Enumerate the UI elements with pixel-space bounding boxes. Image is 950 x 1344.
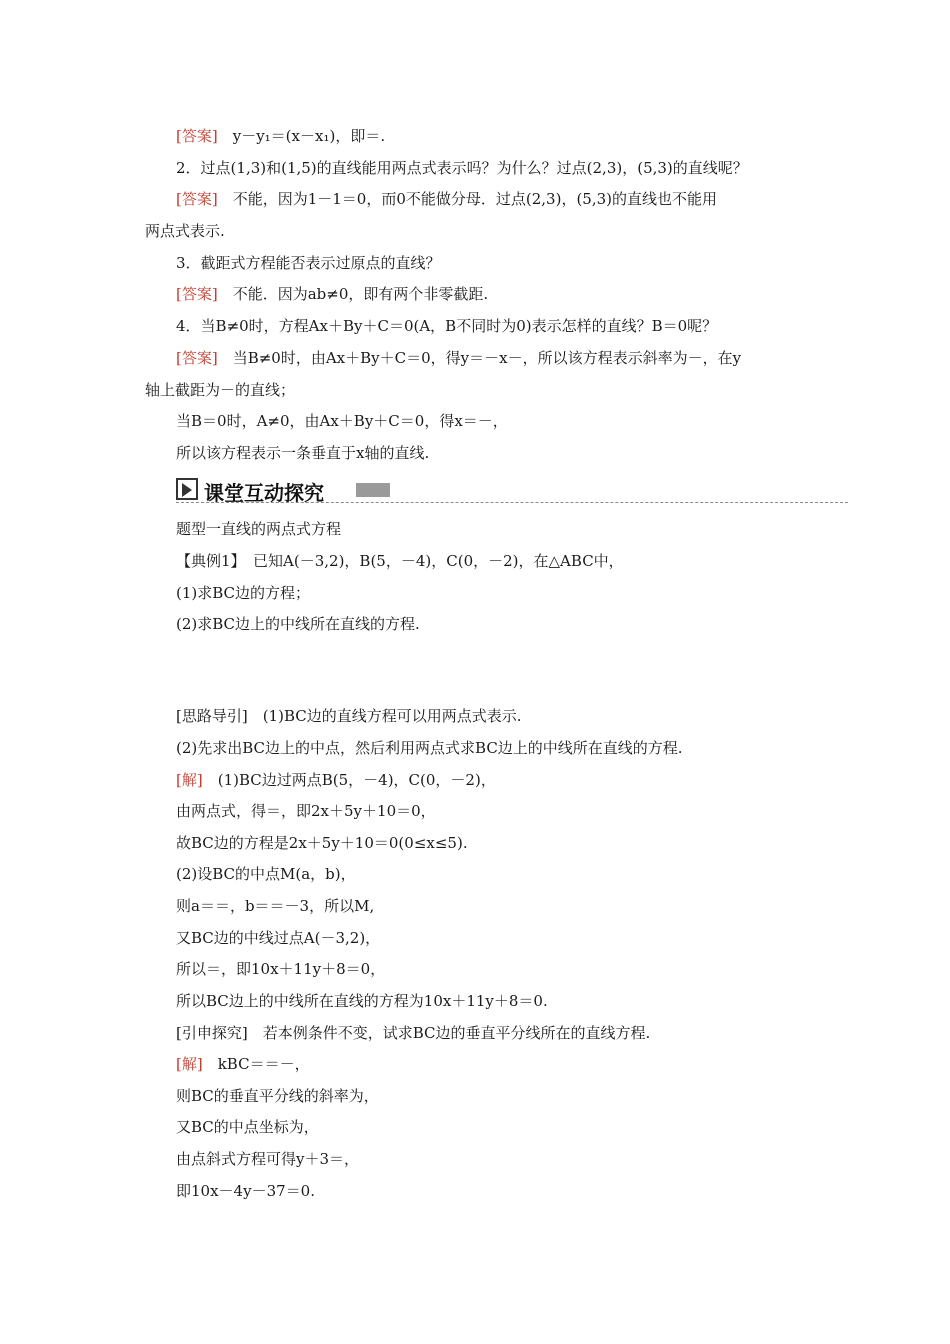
answer-line-5 [176,411,508,431]
hint-text: (2)先求出BC边上的中点，然后利用两点式求BC边上的中线所在直线的方程. [176,739,683,757]
play-arrow-icon [176,478,198,500]
solution-text: kBC＝＝－， [202,1055,310,1073]
answer-text: 轴上截距为－的直线； [145,381,296,399]
answer-line-2 [176,189,717,209]
section-title: 课堂互动探究 [204,481,324,505]
extension-solution-5 [176,1181,315,1201]
example-text: 【典例1】 已知A(－3,2)，B(5，－4)，C(0，－2)，在△ABC中， [176,552,624,570]
solution-tag: [解] [176,1055,203,1073]
solution-text: (1)BC边过两点B(5，－4)，C(0，－2)， [202,771,496,789]
extension-line [176,1023,650,1043]
question-3 [176,253,441,273]
example-text: (1)求BC边的方程； [176,584,311,602]
extension-solution-4 [176,1149,359,1169]
extension-solution-1 [176,1054,310,1074]
question-text: 3．截距式方程能否表示过原点的直线？ [176,254,441,272]
solution-text: 故BC边的方程是2x＋5y＋10＝0(0≤x≤5). [176,834,468,852]
solution-tag: [解] [176,771,203,789]
hint-text: [思路导引] (1)BC边的直线方程可以用两点式表示. [176,707,522,725]
answer-tag: [答案] [176,285,218,303]
example-part-1 [176,583,310,603]
solution-text: 则BC的垂直平分线的斜率为， [176,1087,379,1105]
solution-line-2 [176,801,436,821]
answer-text: 不能．因为ab≠0，即有两个非零截距. [217,285,489,303]
solution-line-5 [176,896,374,916]
answer-text: 所以该方程表示一条垂直于x轴的直线. [176,444,430,462]
answer-text: 两点式表示. [145,222,225,240]
question-2 [176,158,748,178]
answer-continuation [145,380,295,400]
solution-text: 又BC的中点坐标为， [176,1118,319,1136]
solution-line-8 [176,991,548,1011]
answer-tag: [答案] [176,127,218,145]
answer-text: 不能，因为1－1＝0，而0不能做分母．过点(2,3)，(5,3)的直线也不能用 [217,190,718,208]
section-header [176,475,848,505]
solution-text: 又BC边的中线过点A(－3,2)， [176,929,381,947]
solution-text: 由两点式，得＝，即2x＋5y＋10＝0， [176,802,436,820]
question-4 [176,316,717,336]
answer-text: y－y₁＝(x－x₁)，即＝. [217,127,386,145]
solution-text: 即10x－4y－37＝0. [176,1182,315,1200]
solution-line-4 [176,864,356,884]
solution-text: 由点斜式方程可得y＋3＝， [176,1150,360,1168]
answer-line-3 [176,284,488,304]
answer-line-4 [176,348,741,368]
solution-text: 所以＝，即10x＋11y＋8＝0， [176,960,386,978]
extension-text: [引申探究] 若本例条件不变，试求BC边的垂直平分线所在的直线方程. [176,1024,651,1042]
solution-line-7 [176,959,385,979]
example-text: (2)求BC边上的中线所在直线的方程. [176,615,420,633]
solution-line-6 [176,928,380,948]
decorative-bar [356,483,390,497]
solution-text: 则a＝＝，b＝＝－3，所以M, [176,897,375,915]
section-divider [176,502,848,503]
hint-line-1 [176,706,522,726]
solution-line-1 [176,770,496,790]
question-text: 2．过点(1,3)和(1,5)的直线能用两点式表示吗？为什么？过点(2,3)，(5,3)的直线呢？ [176,159,748,177]
extension-solution-2 [176,1086,379,1106]
topic-text: 题型一直线的两点式方程 [176,520,342,538]
solution-line-3 [176,833,468,853]
topic-heading [176,519,341,539]
example-part-2 [176,614,420,634]
solution-text: 所以BC边上的中线所在直线的方程为10x＋11y＋8＝0. [176,992,548,1010]
answer-text: 当B＝0时，A≠0，由Ax＋By＋C＝0，得x＝－， [176,412,508,430]
answer-tag: [答案] [176,349,218,367]
question-text: 4．当B≠0时，方程Ax＋By＋C＝0(A，B不同时为0)表示怎样的直线？B＝0呢？ [176,317,718,335]
answer-line-6 [176,443,429,463]
example-line [176,551,624,571]
hint-line-2 [176,738,683,758]
extension-solution-3 [176,1117,319,1137]
answer-tag: [答案] [176,190,218,208]
solution-text: (2)设BC的中点M(a，b)， [176,865,356,883]
answer-text: 当B≠0时，由Ax＋By＋C＝0，得y＝－x－，所以该方程表示斜率为－，在y [217,349,742,367]
answer-line-1 [176,126,385,146]
answer-continuation [145,221,225,241]
